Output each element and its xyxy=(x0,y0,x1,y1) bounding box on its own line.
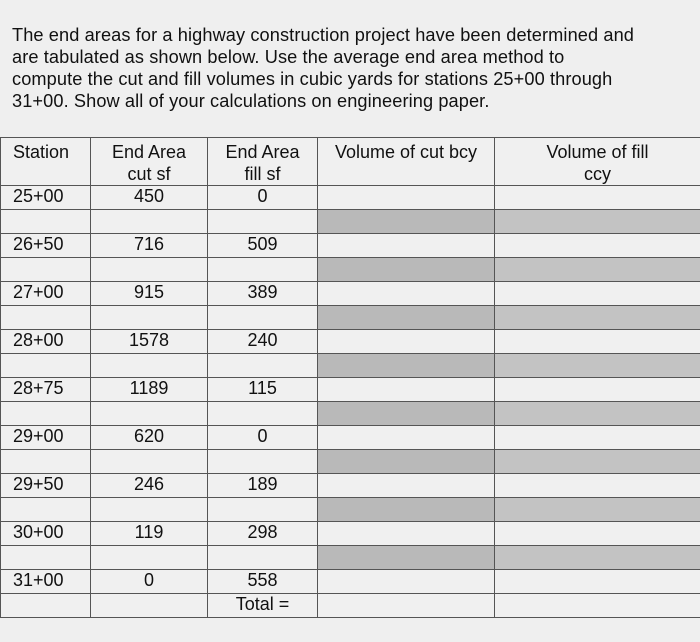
station-cell: 31+00 xyxy=(1,570,91,594)
header-cut-area: End Area cut sf xyxy=(91,138,208,186)
station-cell: 30+00 xyxy=(1,522,91,546)
volume-fill-cell xyxy=(495,570,700,594)
header-volume-cut: Volume of cut bcy xyxy=(318,138,495,186)
fill-area-cell: 240 xyxy=(208,330,318,354)
volume-cut-cell xyxy=(318,186,495,210)
volume-fill-cell xyxy=(495,330,700,354)
fill-area-cell: 389 xyxy=(208,282,318,306)
blank-cell xyxy=(1,258,91,282)
table-row xyxy=(1,282,700,306)
cut-area-cell: 450 xyxy=(91,186,208,210)
station-cell: 26+50 xyxy=(1,234,91,258)
interval-volume-cut-cell xyxy=(318,498,495,522)
fill-area-cell: 0 xyxy=(208,186,318,210)
volume-cut-cell xyxy=(318,282,495,306)
interval-volume-fill-cell xyxy=(495,546,700,570)
table-row xyxy=(1,186,700,210)
interval-volume-fill-cell xyxy=(495,258,700,282)
volume-fill-cell xyxy=(495,234,700,258)
problem-statement xyxy=(12,24,672,112)
fill-area-cell: 189 xyxy=(208,474,318,498)
interval-row xyxy=(1,354,700,378)
blank-cell xyxy=(1,498,91,522)
fill-area-cell: 509 xyxy=(208,234,318,258)
table-row xyxy=(1,474,700,498)
blank-cell xyxy=(91,306,208,330)
blank-cell xyxy=(208,546,318,570)
volume-fill-cell xyxy=(495,378,700,402)
header-fill-area: End Area fill sf xyxy=(208,138,318,186)
volume-fill-cell xyxy=(495,522,700,546)
volume-fill-cell xyxy=(495,186,700,210)
table-row xyxy=(1,426,700,450)
interval-volume-cut-cell xyxy=(318,402,495,426)
station-cell: 27+00 xyxy=(1,282,91,306)
prompt-line: are tabulated as shown below. Use the average end area method to xyxy=(12,47,565,67)
prompt-line: 31+00. Show all of your calculations on engineering paper. xyxy=(12,91,490,111)
fill-area-cell: 558 xyxy=(208,570,318,594)
interval-volume-fill-cell xyxy=(495,450,700,474)
interval-row xyxy=(1,210,700,234)
interval-volume-cut-cell xyxy=(318,306,495,330)
volume-fill-cell xyxy=(495,474,700,498)
interval-row xyxy=(1,594,700,618)
header-volume-fill: Volume of fill ccy xyxy=(495,138,700,186)
volume-cut-cell xyxy=(318,330,495,354)
table-row xyxy=(1,330,700,354)
fill-area-cell: 115 xyxy=(208,378,318,402)
station-cell: 28+75 xyxy=(1,378,91,402)
interval-row xyxy=(1,546,700,570)
blank-cell xyxy=(208,210,318,234)
volume-fill-cell xyxy=(495,282,700,306)
cut-area-cell: 1578 xyxy=(91,330,208,354)
blank-cell xyxy=(91,258,208,282)
prompt-line: The end areas for a highway construction project have been determined and xyxy=(12,25,635,45)
interval-row xyxy=(1,498,700,522)
interval-volume-fill-cell xyxy=(495,354,700,378)
station-cell: 29+50 xyxy=(1,474,91,498)
total-cut-cell xyxy=(318,594,495,618)
total-label-cell: Total = xyxy=(208,594,318,618)
blank-cell xyxy=(1,210,91,234)
interval-row xyxy=(1,306,700,330)
blank-cell xyxy=(1,546,91,570)
interval-volume-cut-cell xyxy=(318,210,495,234)
blank-cell xyxy=(91,210,208,234)
interval-volume-cut-cell xyxy=(318,546,495,570)
interval-row xyxy=(1,258,700,282)
prompt-line: compute the cut and fill volumes in cubic yards for stations 25+00 through xyxy=(12,69,613,89)
table-header-row xyxy=(1,138,700,186)
table-row xyxy=(1,570,700,594)
cut-area-cell: 0 xyxy=(91,570,208,594)
blank-cell xyxy=(208,258,318,282)
blank-cell xyxy=(1,306,91,330)
volume-cut-cell xyxy=(318,570,495,594)
blank-cell xyxy=(1,354,91,378)
interval-row xyxy=(1,450,700,474)
cut-area-cell: 246 xyxy=(91,474,208,498)
blank-cell xyxy=(208,498,318,522)
volume-fill-cell xyxy=(495,426,700,450)
blank-cell xyxy=(91,402,208,426)
header-station: Station xyxy=(1,138,91,186)
blank-cell xyxy=(91,354,208,378)
interval-volume-cut-cell xyxy=(318,258,495,282)
table-row xyxy=(1,522,700,546)
blank-cell xyxy=(208,450,318,474)
cut-area-cell: 1189 xyxy=(91,378,208,402)
station-cell: 25+00 xyxy=(1,186,91,210)
station-cell: 29+00 xyxy=(1,426,91,450)
volume-cut-cell xyxy=(318,378,495,402)
table-row xyxy=(1,234,700,258)
volume-cut-cell xyxy=(318,234,495,258)
blank-cell xyxy=(91,450,208,474)
interval-volume-cut-cell xyxy=(318,354,495,378)
fill-area-cell: 0 xyxy=(208,426,318,450)
blank-cell xyxy=(208,306,318,330)
volume-cut-cell xyxy=(318,522,495,546)
interval-volume-fill-cell xyxy=(495,498,700,522)
interval-volume-fill-cell xyxy=(495,402,700,426)
blank-cell xyxy=(91,546,208,570)
blank-cell xyxy=(1,594,91,618)
end-area-table xyxy=(0,137,700,618)
interval-row xyxy=(1,402,700,426)
blank-cell xyxy=(208,354,318,378)
cut-area-cell: 915 xyxy=(91,282,208,306)
cut-area-cell: 620 xyxy=(91,426,208,450)
cut-area-cell: 716 xyxy=(91,234,208,258)
cut-area-cell: 119 xyxy=(91,522,208,546)
interval-volume-fill-cell xyxy=(495,306,700,330)
volume-cut-cell xyxy=(318,474,495,498)
station-cell: 28+00 xyxy=(1,330,91,354)
interval-volume-fill-cell xyxy=(495,210,700,234)
blank-cell xyxy=(91,498,208,522)
fill-area-cell: 298 xyxy=(208,522,318,546)
table-row xyxy=(1,378,700,402)
volume-cut-cell xyxy=(318,426,495,450)
blank-cell xyxy=(208,402,318,426)
blank-cell xyxy=(1,450,91,474)
total-fill-cell xyxy=(495,594,700,618)
interval-volume-cut-cell xyxy=(318,450,495,474)
blank-cell xyxy=(91,594,208,618)
blank-cell xyxy=(1,402,91,426)
